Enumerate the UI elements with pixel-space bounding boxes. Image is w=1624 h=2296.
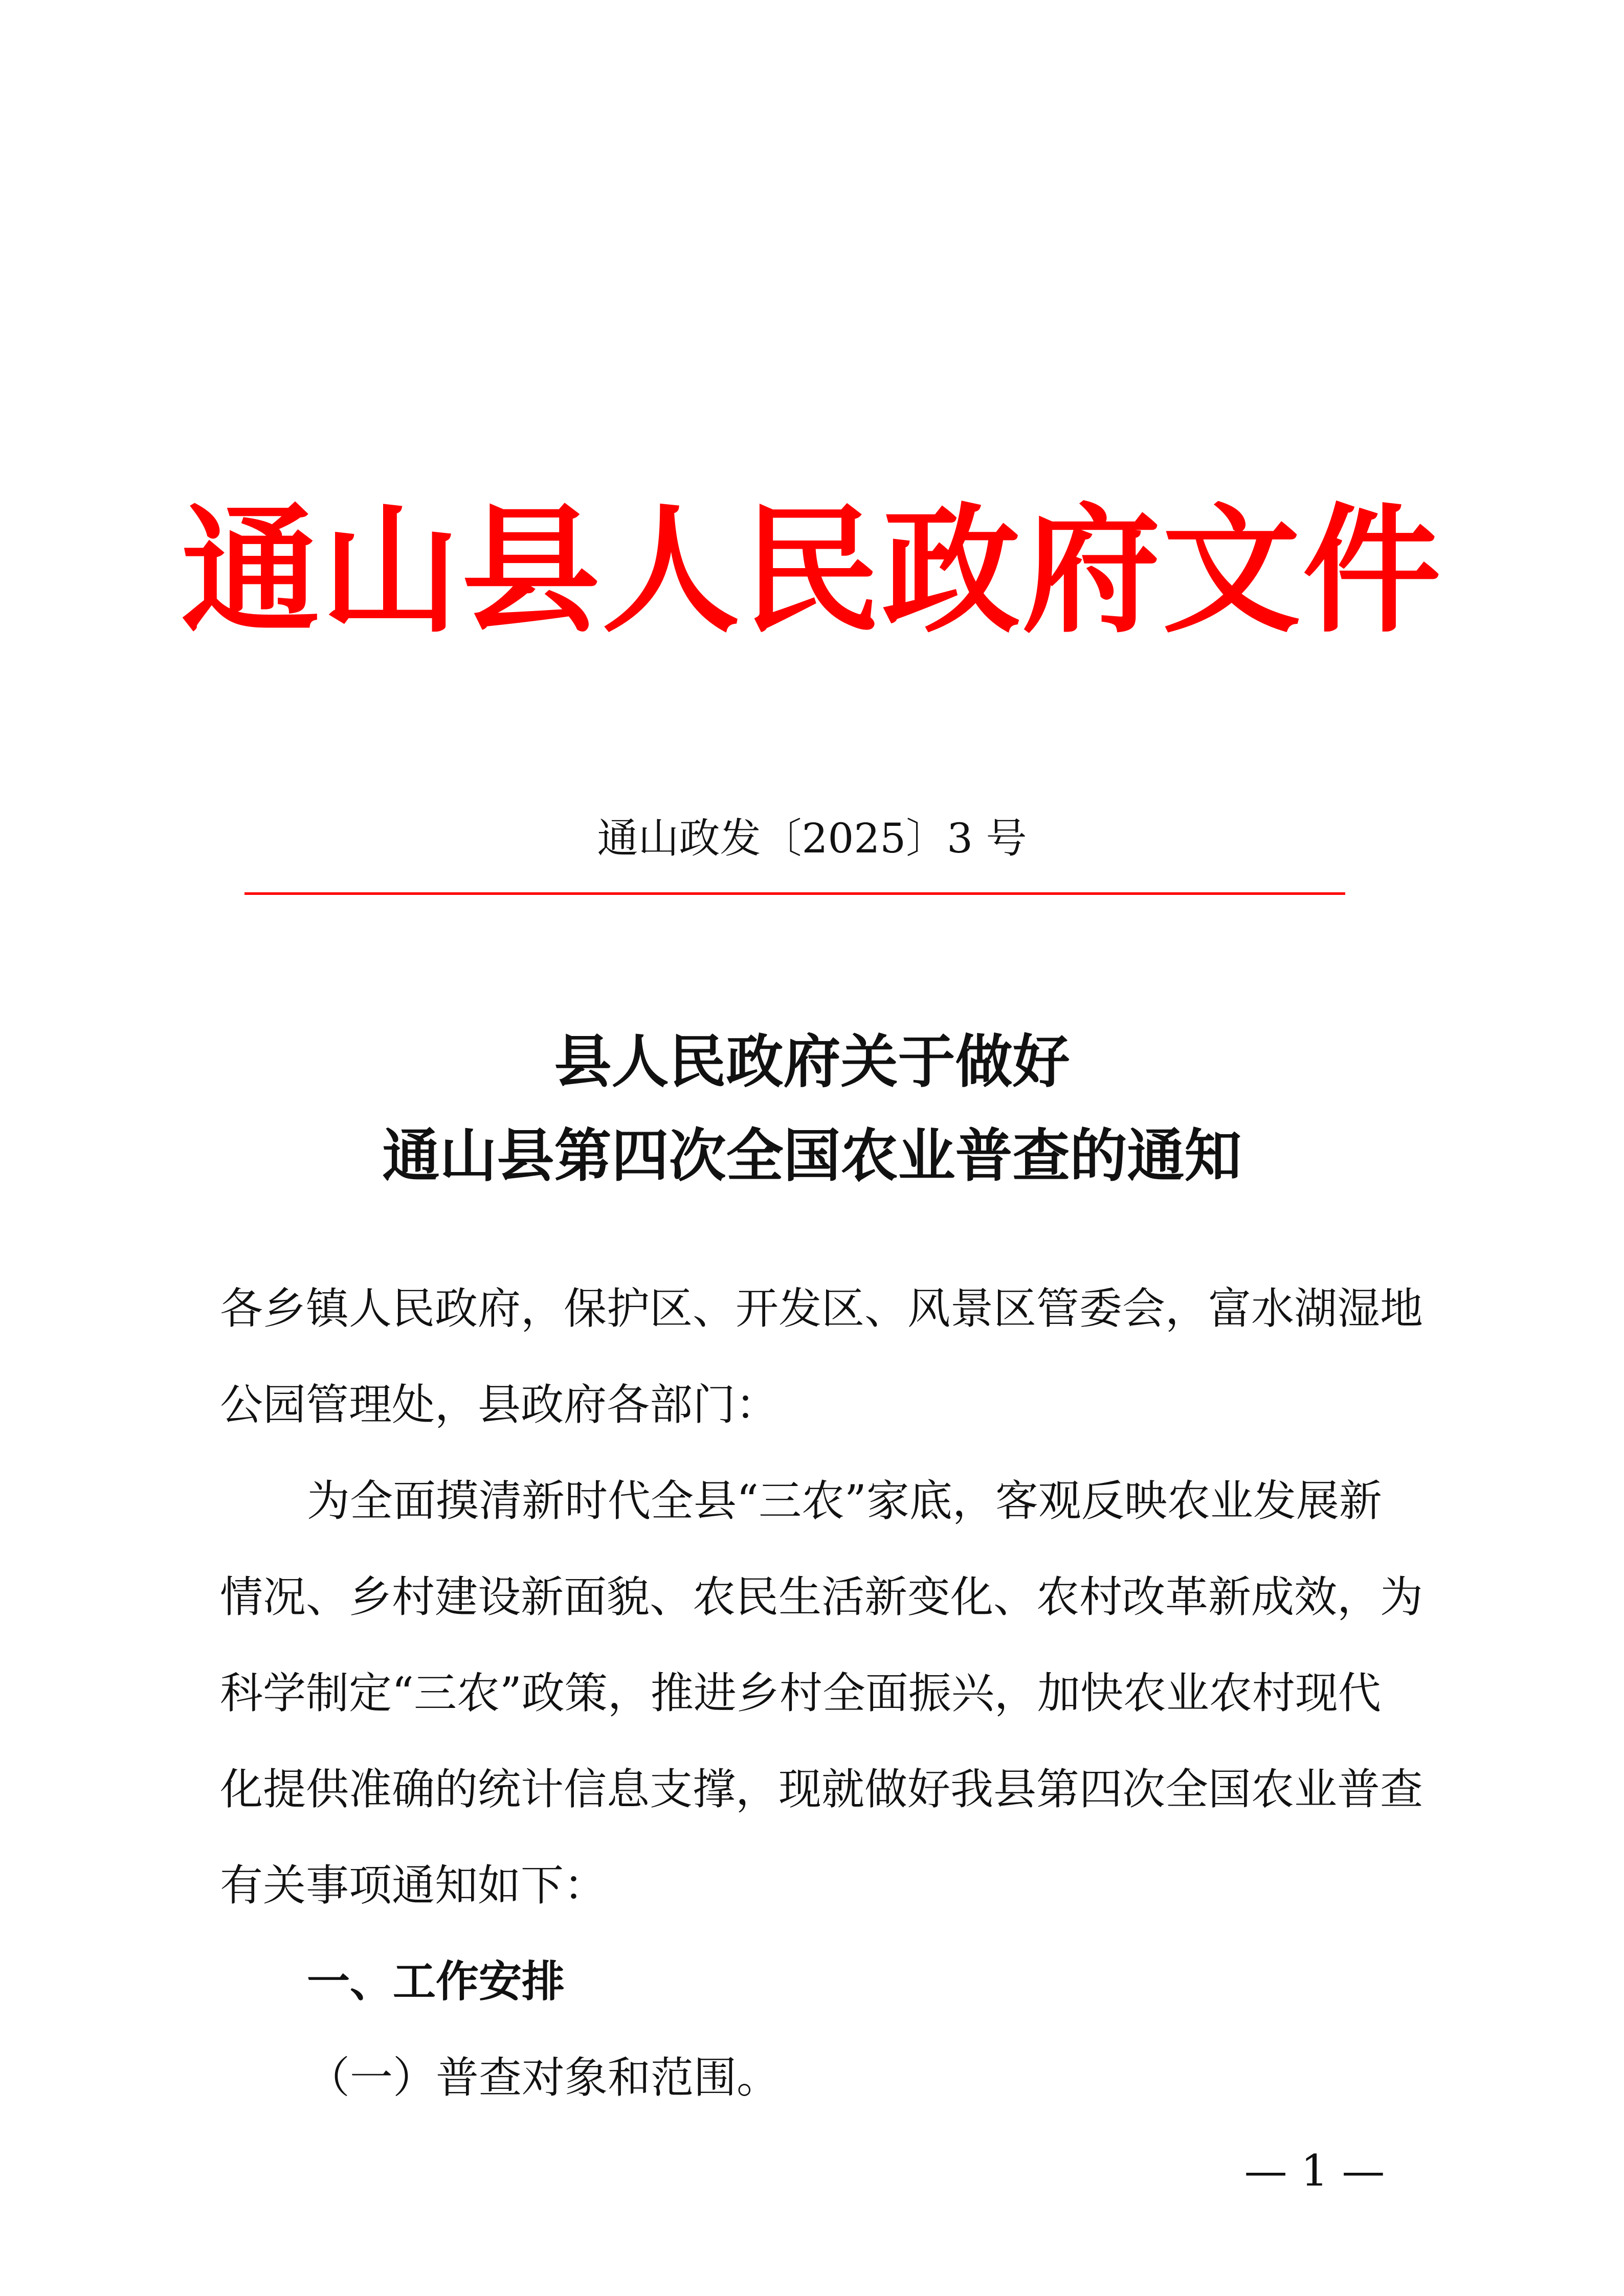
section-heading: 一、工作安排	[307, 1956, 565, 2007]
paragraph-line-4: 化提供准确的统计信息支撑，现就做好我县第四次全国农业普查	[220, 1764, 1423, 1814]
subsection-heading: （一）普查对象和范围。	[307, 2053, 780, 2103]
page-number: — 1 —	[1244, 2146, 1385, 2196]
paragraph-line-1: 为全面摸清新时代全县“三农”家底，客观反映农业发展新	[307, 1476, 1382, 1526]
document-title	[0, 1015, 1624, 1203]
addressee-line-2: 公园管理处，县政府各部门：	[220, 1380, 779, 1430]
addressee-line-1: 各乡镇人民政府，保护区、开发区、风景区管委会，富水湖湿地	[220, 1284, 1423, 1334]
title-line-1: 县人民政府关于做好	[554, 1028, 1070, 1095]
red-separator-line	[244, 892, 1345, 895]
title-line-2: 通山县第四次全国农业普查的通知	[382, 1122, 1242, 1189]
paragraph-line-5: 有关事项通知如下：	[220, 1860, 607, 1910]
masthead-title: 通山县人民政府文件	[181, 489, 1443, 651]
document-body	[220, 1260, 1430, 2126]
paragraph-line-3: 科学制定“三农”政策，推进乡村全面振兴，加快农业农村现代	[220, 1668, 1381, 1718]
paragraph-line-2: 情况、乡村建设新面貌、农民生活新变化、农村改革新成效，为	[220, 1572, 1423, 1622]
document-number: 通山政发〔2025〕3 号	[597, 815, 1027, 862]
